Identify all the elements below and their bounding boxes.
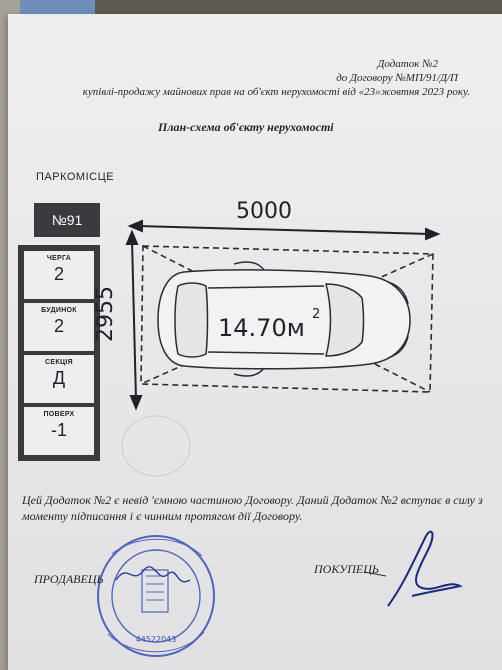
height-dimension-label: 2955 (93, 286, 118, 342)
buyer-signature (388, 532, 460, 606)
parking-label: ПАРКОМІСЦЕ (36, 171, 115, 183)
stamp-code: 44522043 (135, 635, 177, 644)
info-label: БУДИНОК (41, 307, 77, 314)
document-page (8, 14, 502, 670)
header-annex-number: Додаток №2 (377, 58, 438, 70)
parking-spot-number-text: №91 (51, 212, 83, 228)
info-value: 2 (53, 316, 64, 336)
info-label: СЕКЦІЯ (45, 359, 73, 366)
footer-statement: Цей Додаток №2 є невід 'ємною частиною Договору. Даний Додаток №2 вступає в силу з моменту підписання і є чинним протягом дії Договору. (22, 493, 483, 523)
area-superscript: 2 (312, 307, 321, 322)
info-label: ПОВЕРХ (43, 411, 75, 418)
info-label: ЧЕРГА (46, 255, 72, 262)
faint-stamp-imprint (122, 416, 190, 476)
header-contract-ref: до Договору №МП/91/Д/П (336, 72, 458, 84)
page-title: План-схема об'єкту нерухомості (158, 120, 334, 134)
info-value: Д (52, 368, 66, 388)
area-value: 14.70м (218, 314, 305, 342)
seller-signature (116, 567, 190, 582)
header-contract-desc: купівлі-продажу майнових прав на об'єкт нерухомості від «23»жовтня 2023 року. (82, 86, 470, 98)
backdrop-surface (95, 0, 502, 14)
height-dimension-arrow (127, 232, 141, 408)
seller-label: ПРОДАВЕЦЬ (34, 572, 104, 586)
info-value: -1 (50, 420, 67, 440)
info-value: 2 (53, 264, 64, 284)
buyer-label: ПОКУПЕЦЬ (314, 562, 379, 576)
width-dimension-label: 5000 (236, 199, 292, 224)
